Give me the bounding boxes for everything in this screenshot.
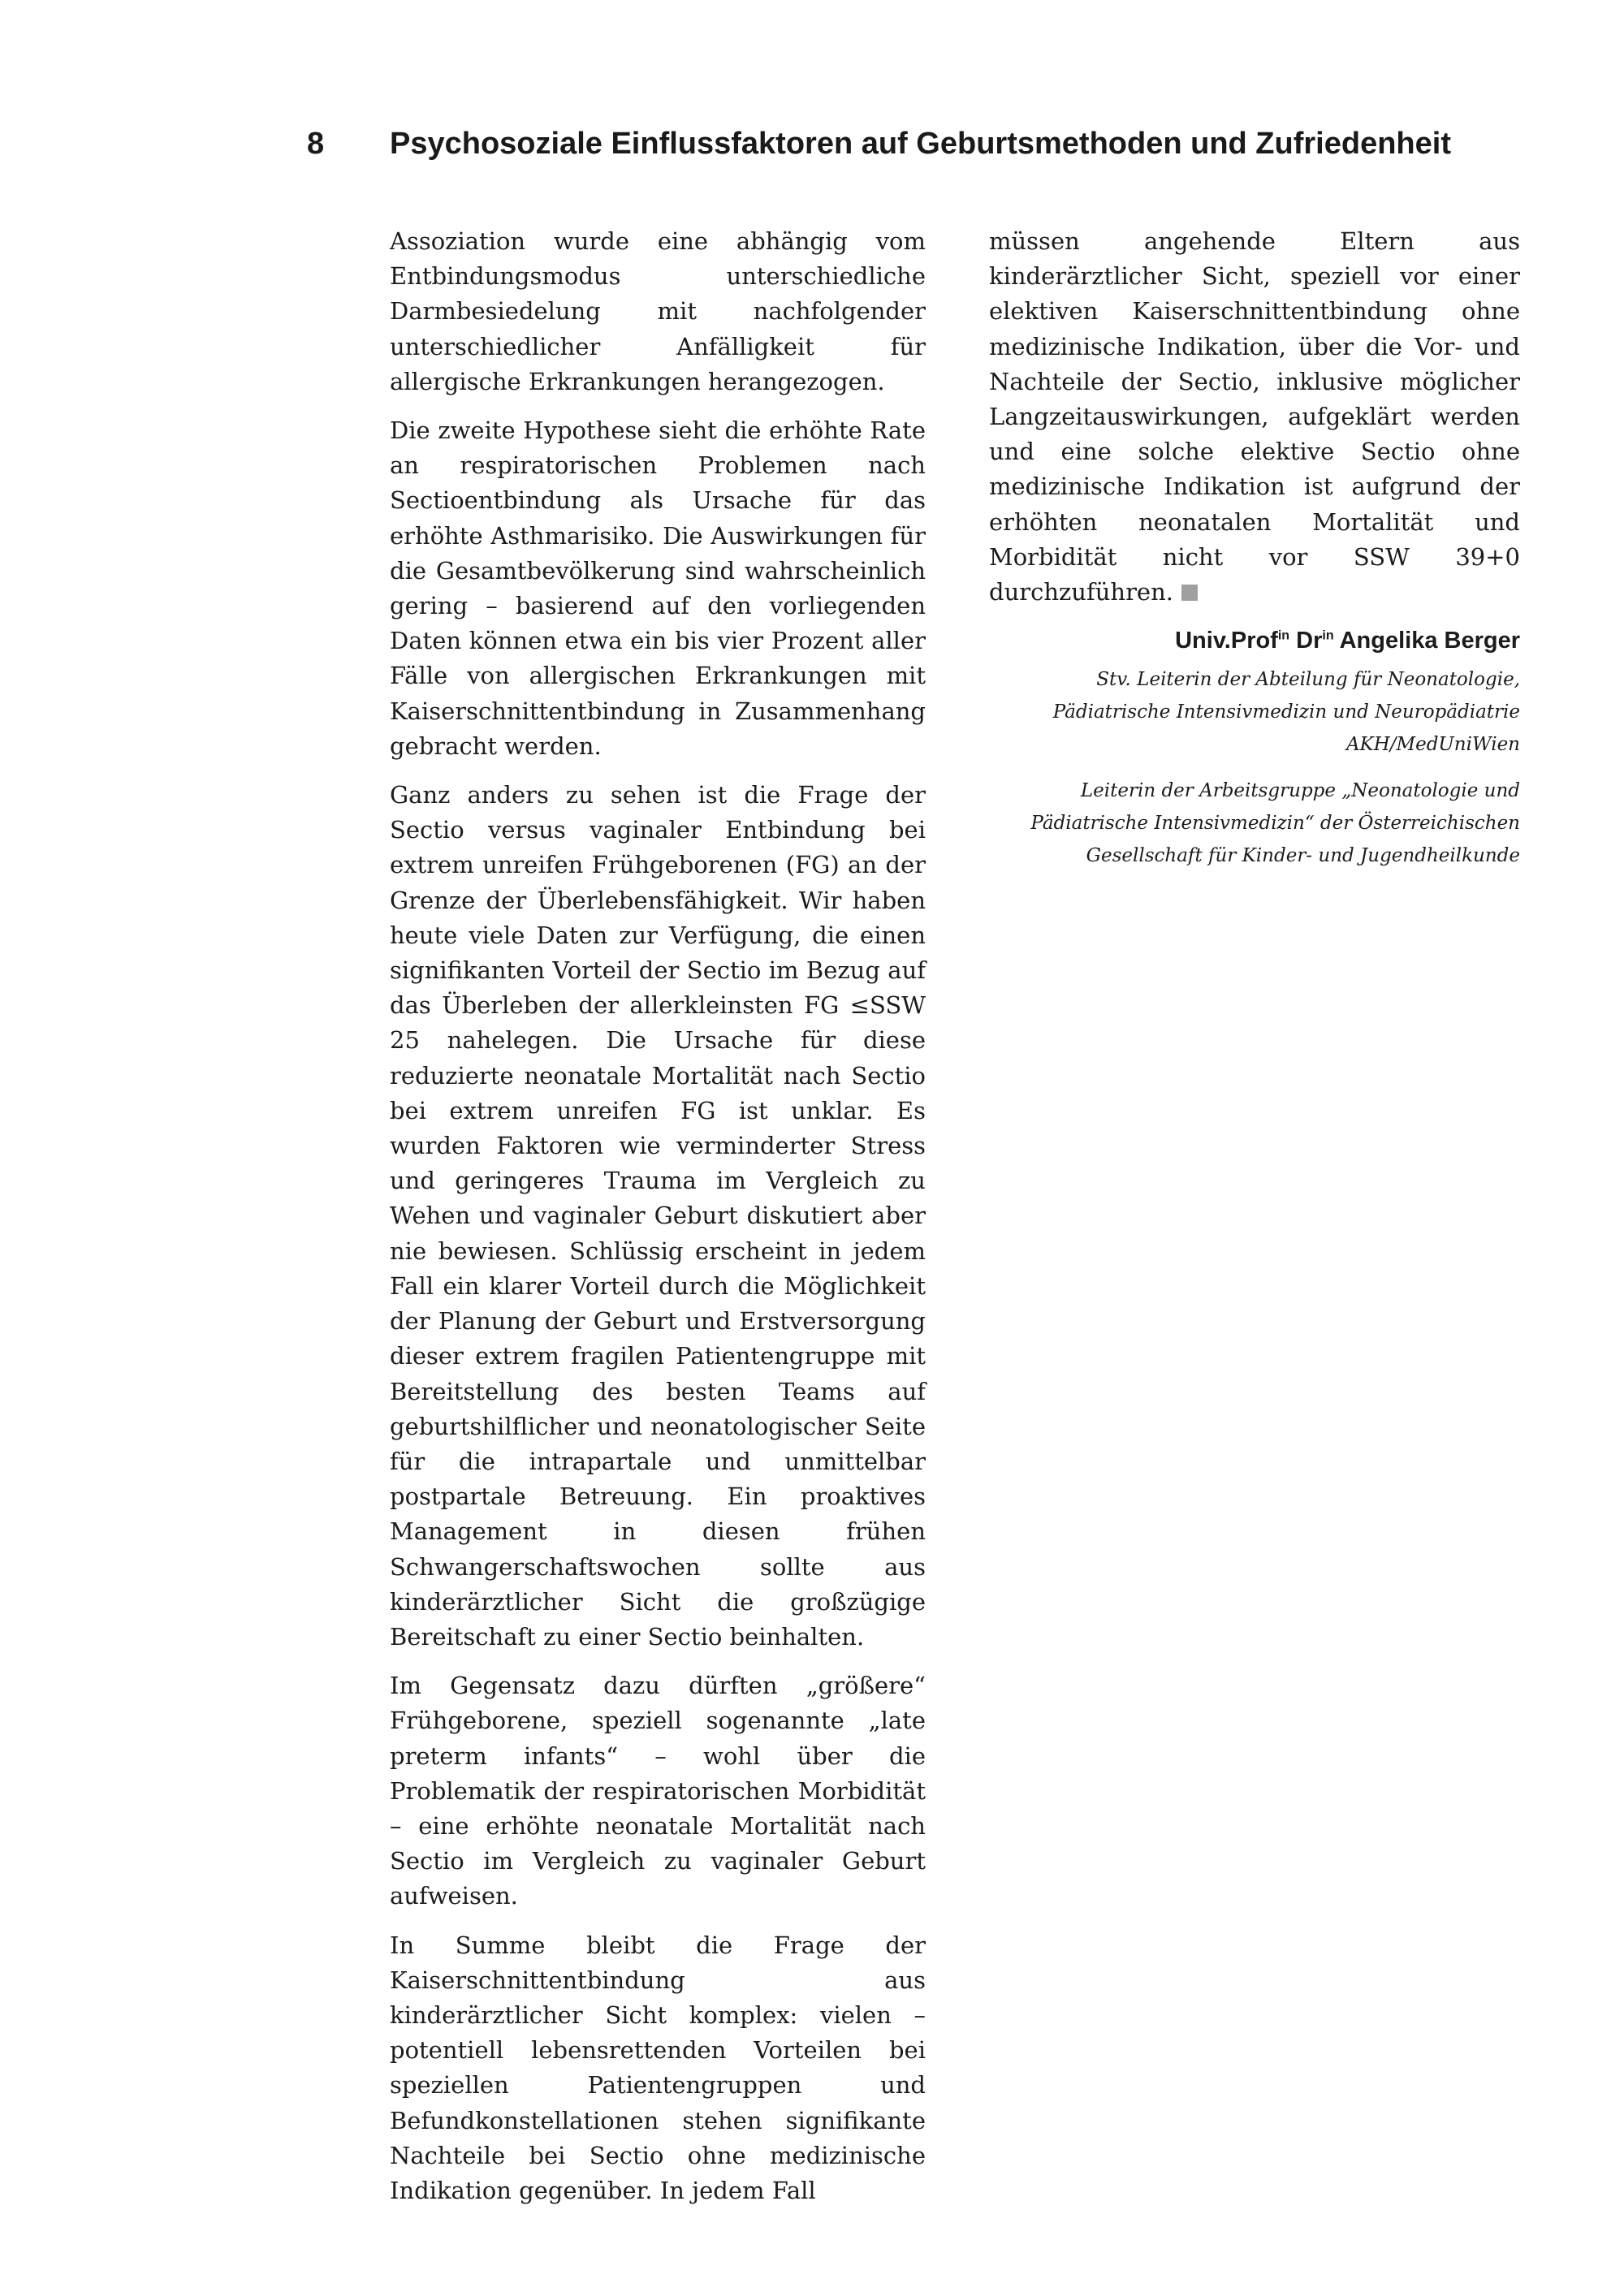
author-dr: Dr	[1296, 628, 1323, 654]
running-header	[0, 122, 1624, 179]
author-affiliation: Stv. Leiterin der Abteilung für Neonatologie, Pädiatrische Intensivmedizin und Neuropädiatrie AKH/MedUniWien	[1052, 669, 1520, 756]
paragraph: Die zweite Hypothese sieht die erhöhte Rate an respiratorischen Problemen nach Sectioentbindung als Ursache für das erhöhte Asthmarisiko. Die Auswirkungen für die Gesamtbevölkerung sind wahrscheinlich gering – basierend auf den vorliegenden Daten können etwa ein bis vier Prozent aller Fälle von allergischen Erkrankungen mit Kaiserschnittentbindung in Zusammenhang gebracht werden.	[390, 416, 926, 760]
running-title: Psychosoziale Einflussfaktoren auf Geburtsmethoden und Zufriedenheit	[390, 127, 1451, 161]
author-affiliation: Leiterin der Arbeitsgruppe „Neonatologie und Pädiatrische Intensivmedizin“ der Österreichischen Gesellschaft für Kinder- und Jugendheilkunde	[1030, 780, 1520, 867]
paragraph: In Summe bleibt die Frage der Kaiserschnittentbindung aus kinderärztlicher Sicht komplex: vielen – potentiell lebensrettenden Vorteilen bei speziellen Patientengruppen und Befundkonstellationen stehen signifikante Nachteile bei Sectio ohne medizinische Indikation gegenüber. In jedem Fall	[390, 1931, 926, 2204]
author-block	[989, 624, 1520, 872]
author-surname: Angelika Berger	[1339, 628, 1520, 654]
paragraph: Ganz anders zu sehen ist die Frage der Sectio versus vaginaler Entbindung bei extrem unreifen Frühgeborenen (FG) an der Grenze der Überlebensfähigkeit. Wir haben heute viele Daten zur Verfügung, die einen signifikanten Vorteil der Sectio im Bezug auf das Überleben der allerkleinsten FG ≤SSW 25 nahelegen. Die Ursache für diese reduzierte neonatale Mortalität nach Sectio bei extrem unreifen FG ist unklar. Es wurden Faktoren wie verminderter Stress und geringeres Trauma im Vergleich zu Wehen und vaginaler Geburt diskutiert aber nie bewiesen. Schlüssig erscheint in jedem Fall ein klarer Vorteil durch die Möglichkeit der Planung der Geburt und Erstversorgung dieser extrem fragilen Patientengruppe mit Bereitstellung des besten Teams auf geburtshilflicher und neonatologischer Seite für die intrapartale und unmittelbar postpartale Betreuung. Ein proaktives Management in diesen frühen Schwangerschaftswochen sollte aus kinderärztlicher Sicht die großzügige Bereitschaft zu einer Sectio beinhalten.	[390, 781, 926, 1651]
author-dr-sup: in	[1322, 628, 1334, 643]
right-column	[989, 224, 1520, 886]
closing-paragraph	[989, 224, 1520, 610]
end-of-article-icon	[1181, 585, 1198, 601]
paragraph: Im Gegensatz dazu dürften „größere“ Frühgeborene, speziell sogenannte „late preterm infants“ – wohl über die Problematik der respiratorischen Morbidität – eine erhöhte neonatale Mortalität nach Sectio im Vergleich zu vaginaler Geburt aufweisen.	[390, 1672, 926, 1910]
author-title-prefix: Univ.Prof	[1175, 628, 1278, 654]
paragraph: Assoziation wurde eine abhängig vom Entbindungsmodus unterschiedliche Darmbesiedelung mit nachfolgender unterschiedlicher Anfälligkeit für allergische Erkrankungen herangezogen.	[390, 227, 926, 395]
author-name	[989, 624, 1520, 657]
closing-paragraph-text: müssen angehende Eltern aus kinderärztlicher Sicht, speziell vor einer elektiven Kaiserschnittentbindung ohne medizinische Indikation, über die Vor- und Nachteile der Sectio, inklusive möglicher Langzeitauswirkungen, aufgeklärt werden und eine solche elektive Sectio ohne medizinische Indikation ist aufgrund der erhöhten neonatalen Mortalität und Morbidität nicht vor SSW 39+0 durchzuführen.	[989, 227, 1520, 606]
page-number: 8	[307, 127, 325, 161]
left-column	[390, 224, 926, 2222]
author-title-prefix-sup: in	[1277, 628, 1290, 643]
